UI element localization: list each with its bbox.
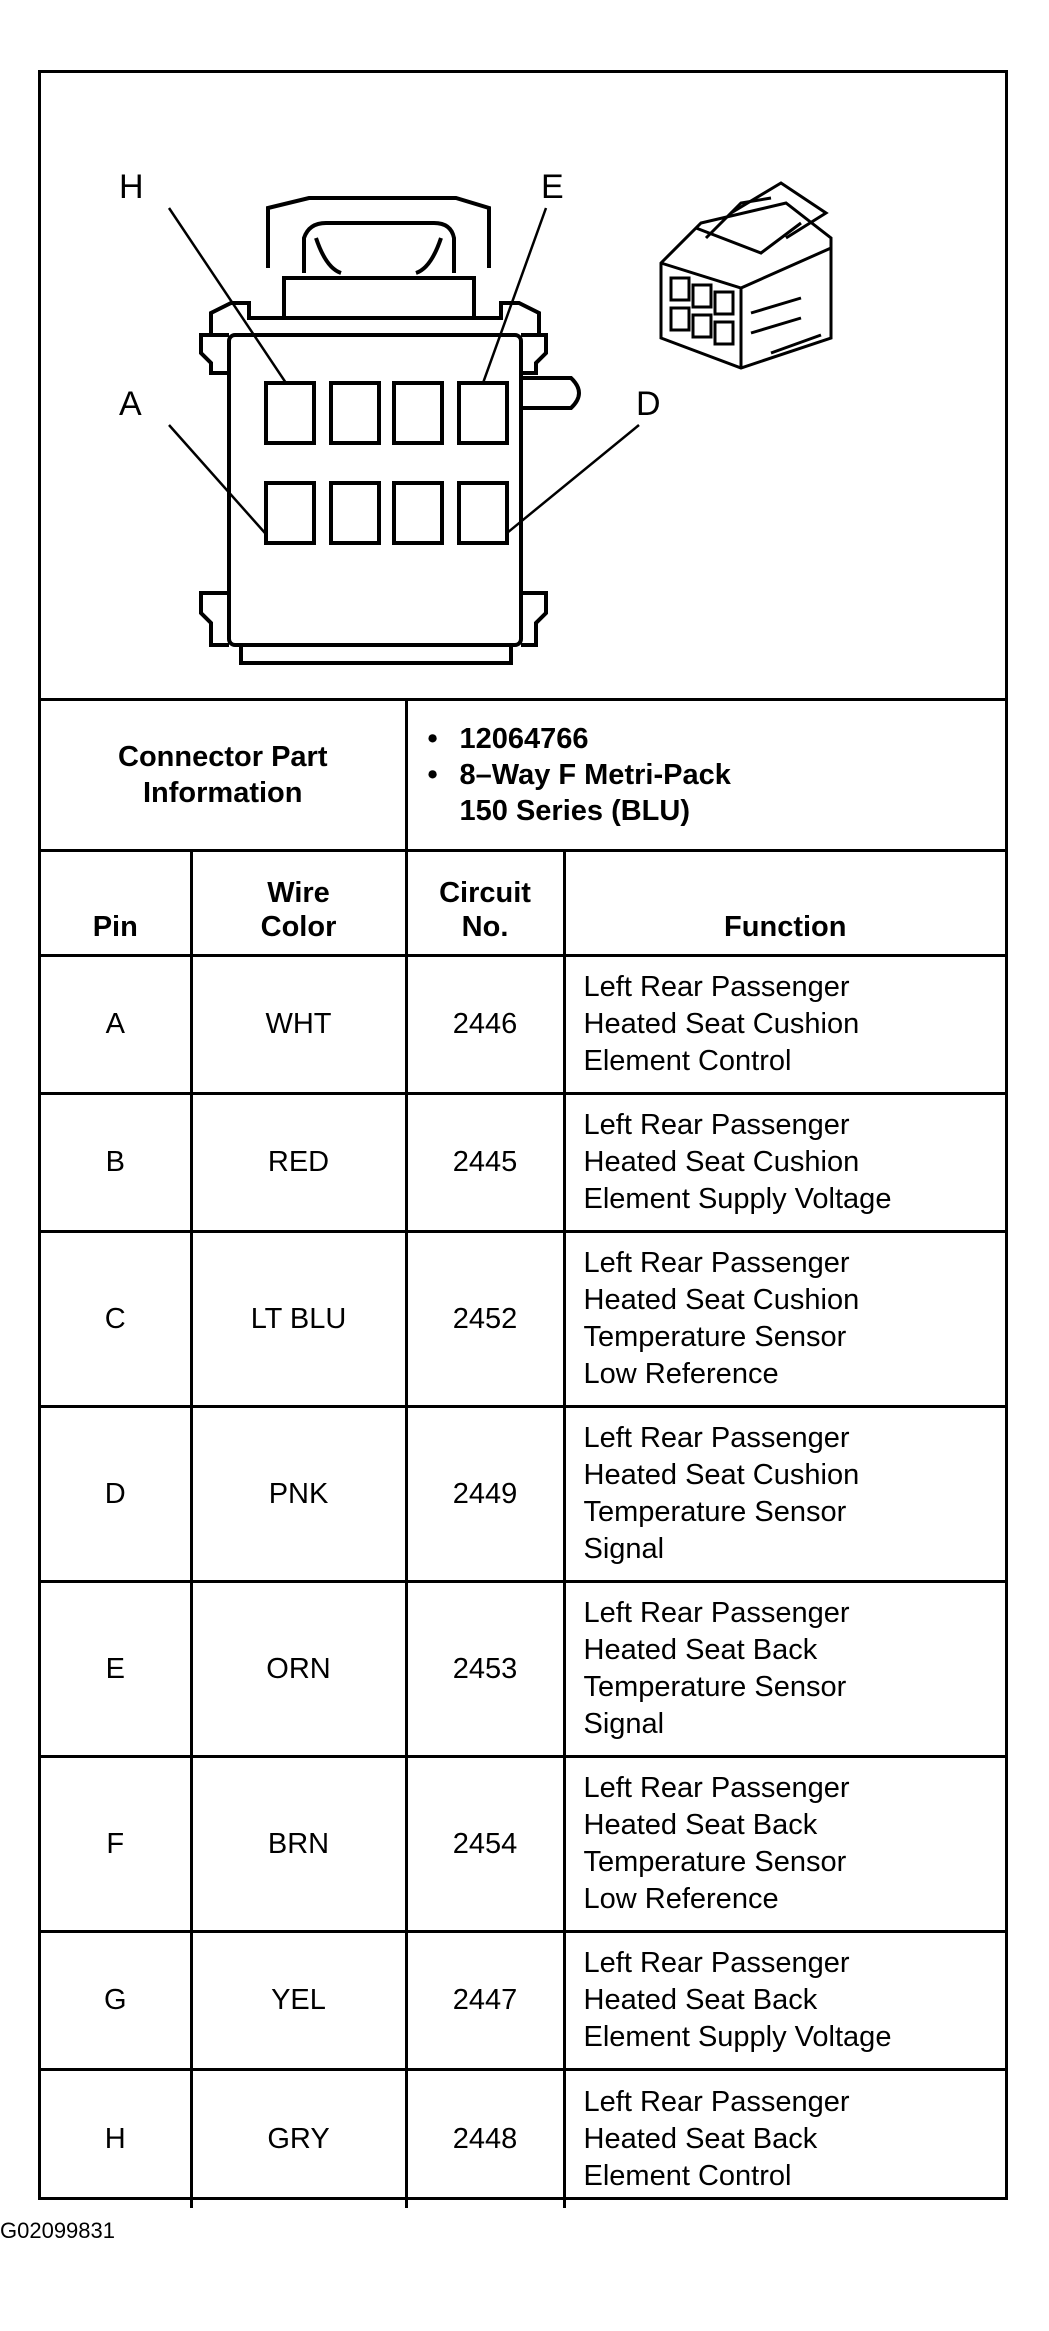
function-line: Element Supply Voltage <box>583 2021 892 2053</box>
function-line: Left Rear Passenger <box>583 971 850 1003</box>
connector-desc-line: • 8–Way F Metri-Pack <box>427 759 731 791</box>
table-row <box>41 2070 1005 2208</box>
function-line: Temperature Sensor <box>583 1846 847 1878</box>
header-circuit-line2: No. <box>461 911 509 943</box>
table-row <box>41 1407 1005 1582</box>
function-line: Heated Seat Back <box>583 1984 818 2016</box>
connector-diagram <box>41 73 1005 701</box>
part-number-line: • 12064766 <box>427 723 589 755</box>
function-line: Left Rear Passenger <box>583 1247 850 1279</box>
connector-face-drawing <box>41 73 1005 698</box>
header-function: Function <box>564 851 1005 956</box>
circuit-number-cell: 2449 <box>406 1407 564 1582</box>
table-row <box>41 1582 1005 1757</box>
connector-part-info-values <box>406 701 1005 851</box>
function-cell <box>564 1582 1005 1757</box>
function-line: Low Reference <box>583 1883 779 1915</box>
table-row <box>41 1932 1005 2070</box>
circuit-number-cell: 2454 <box>406 1757 564 1932</box>
connector-pinout-table <box>41 701 1005 2208</box>
wire-color-cell: LT BLU <box>191 1232 406 1407</box>
function-line: Left Rear Passenger <box>583 1109 850 1141</box>
table-row <box>41 1232 1005 1407</box>
function-cell <box>564 1094 1005 1232</box>
function-line: Temperature Sensor <box>583 1496 847 1528</box>
wire-color-cell: PNK <box>191 1407 406 1582</box>
wire-color-cell: RED <box>191 1094 406 1232</box>
connector-label-line2: Information <box>143 777 303 809</box>
function-line: Element Control <box>583 2159 792 2192</box>
function-cell <box>564 956 1005 1094</box>
circuit-number-cell: 2452 <box>406 1232 564 1407</box>
connector-desc-line1: 8–Way F Metri-Pack <box>459 759 731 791</box>
pin-cell: C <box>41 1232 191 1407</box>
function-line: Low Reference <box>583 1358 779 1390</box>
function-line: Left Rear Passenger <box>583 1772 850 1804</box>
function-cell <box>564 1232 1005 1407</box>
pin-cell: F <box>41 1757 191 1932</box>
header-pin: Pin <box>41 851 191 956</box>
function-line: Left Rear Passenger <box>583 2085 850 2118</box>
function-line: Heated Seat Back <box>583 1634 818 1666</box>
connector-figure <box>38 70 1008 2200</box>
table-header-row <box>41 851 1005 956</box>
pin-cell: A <box>41 956 191 1094</box>
pin-label-h: H <box>119 168 144 206</box>
function-line: Left Rear Passenger <box>583 1947 850 1979</box>
figure-id-caption: G02099831 <box>0 2218 115 2243</box>
pin-label-e: E <box>541 168 564 206</box>
pin-cell: B <box>41 1094 191 1232</box>
connector-part-info-label <box>41 701 406 851</box>
circuit-number-cell: 2446 <box>406 956 564 1094</box>
header-circuit-line1: Circuit <box>439 877 531 909</box>
wire-color-cell: ORN <box>191 1582 406 1757</box>
function-line: Heated Seat Back <box>583 1809 818 1841</box>
connector-desc-line2: 150 Series (BLU) <box>459 795 691 827</box>
part-number: 12064766 <box>459 723 589 755</box>
table-row <box>41 1757 1005 1932</box>
pin-cell: H <box>41 2070 191 2208</box>
header-wire-color <box>191 851 406 956</box>
pin-cell: E <box>41 1582 191 1757</box>
circuit-number-cell: 2447 <box>406 1932 564 2070</box>
function-line: Temperature Sensor <box>583 1321 847 1353</box>
header-circuit-no <box>406 851 564 956</box>
header-wire-color-line2: Color <box>260 911 337 943</box>
function-line: Left Rear Passenger <box>583 1597 850 1629</box>
pin-cell: D <box>41 1407 191 1582</box>
wire-color-cell: YEL <box>191 1932 406 2070</box>
wire-color-cell: GRY <box>191 2070 406 2208</box>
table-row <box>41 1094 1005 1232</box>
function-line: Heated Seat Cushion <box>583 1459 860 1491</box>
function-cell <box>564 1757 1005 1932</box>
function-line: Element Control <box>583 1045 792 1077</box>
pin-label-d: D <box>636 385 661 423</box>
function-cell <box>564 1932 1005 2070</box>
function-line: Element Supply Voltage <box>583 1183 892 1215</box>
circuit-number-cell: 2448 <box>406 2070 564 2208</box>
function-line: Signal <box>583 1533 665 1565</box>
function-line: Heated Seat Cushion <box>583 1284 860 1316</box>
pin-cell: G <box>41 1932 191 2070</box>
function-line: Left Rear Passenger <box>583 1422 850 1454</box>
header-wire-color-line1: Wire <box>267 877 330 909</box>
function-line: Heated Seat Cushion <box>583 1146 860 1178</box>
function-line: Signal <box>583 1708 665 1740</box>
connector-isometric-icon <box>661 183 831 368</box>
circuit-number-cell: 2453 <box>406 1582 564 1757</box>
function-line: Heated Seat Back <box>583 2122 818 2155</box>
pin-label-a: A <box>119 385 142 423</box>
function-line: Temperature Sensor <box>583 1671 847 1703</box>
connector-label-line1: Connector Part <box>118 741 328 773</box>
circuit-number-cell: 2445 <box>406 1094 564 1232</box>
function-line: Heated Seat Cushion <box>583 1008 860 1040</box>
wire-color-cell: WHT <box>191 956 406 1094</box>
wire-color-cell: BRN <box>191 1757 406 1932</box>
connector-part-info-row <box>41 701 1005 851</box>
table-row <box>41 956 1005 1094</box>
function-cell <box>564 1407 1005 1582</box>
function-cell <box>564 2070 1005 2208</box>
